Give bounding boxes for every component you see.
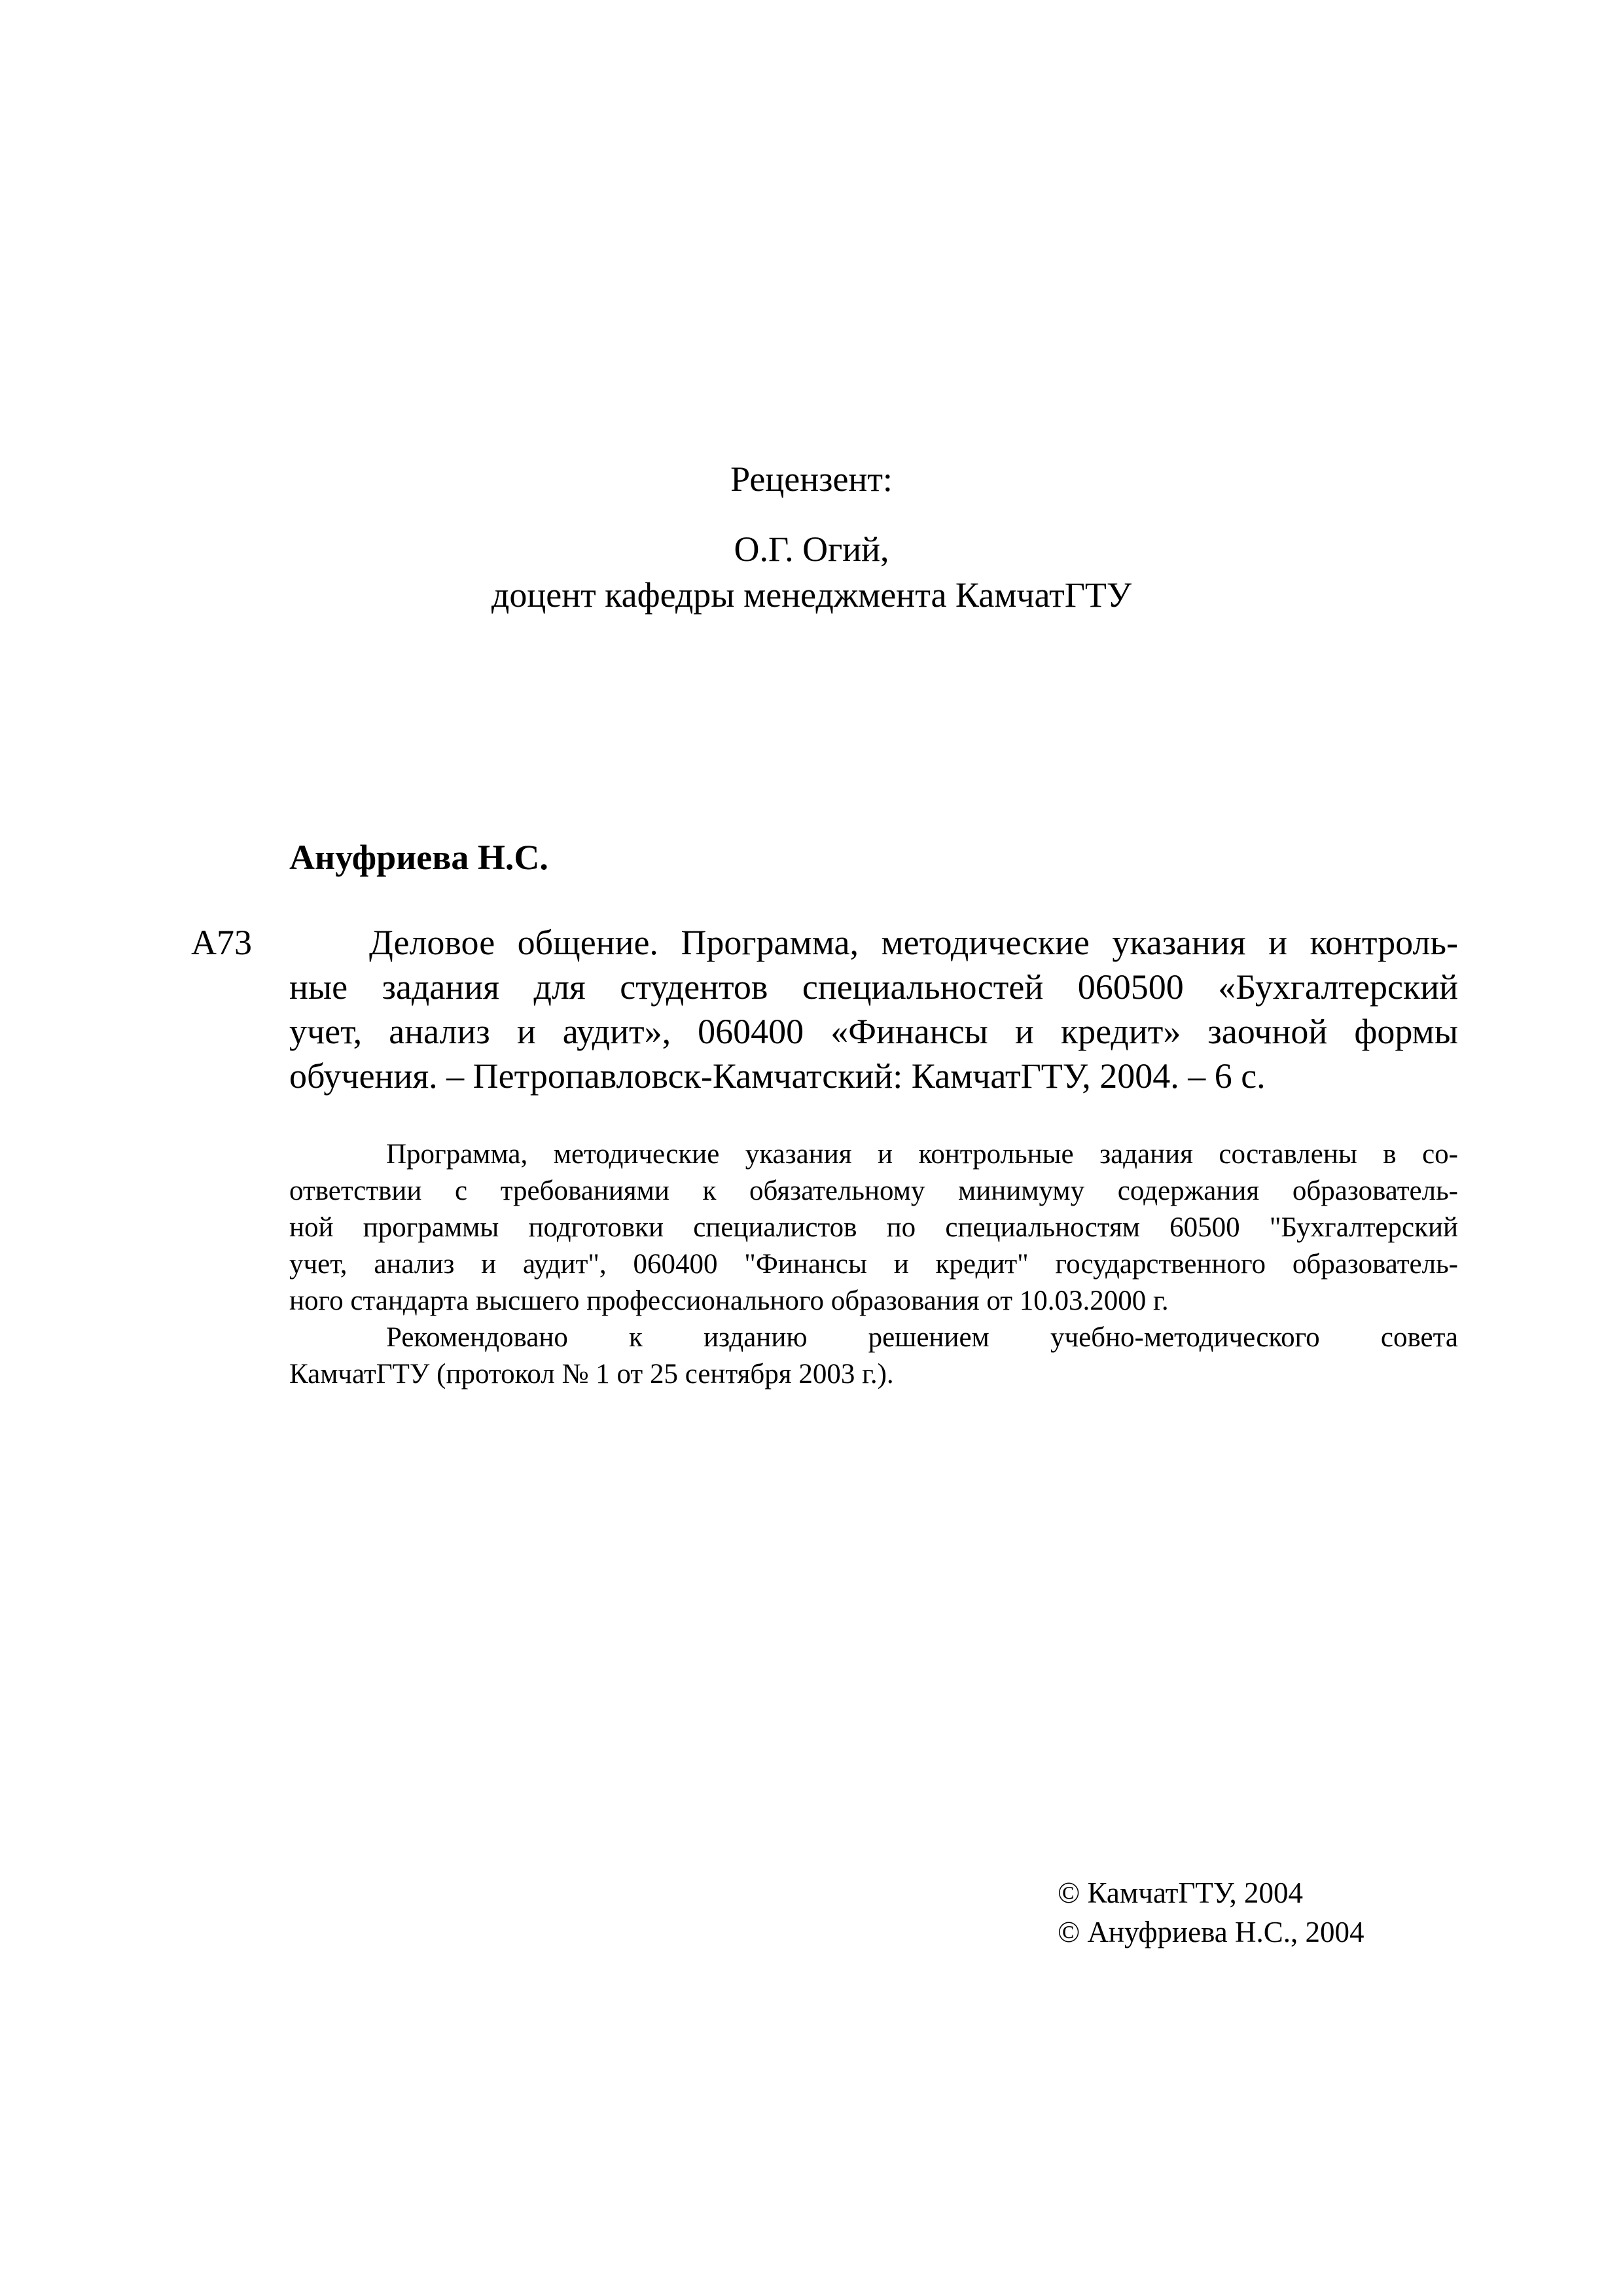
reviewer-position: доцент кафедры менеджмента КамчатГТУ xyxy=(491,575,1132,615)
catalog-code: А73 xyxy=(191,923,252,962)
annotation-line: Программа, методические указания и контрольные задания составлены в со- xyxy=(386,1139,1458,1170)
bibliography-line: учет, анализ и аудит», 060400 «Финансы и кредит» заочной формы xyxy=(289,1012,1458,1051)
bibliography-line: ные задания для студентов специальностей 060500 «Бухгалтерский xyxy=(289,967,1458,1007)
bibliography-line: обучения. – Петропавловск-Камчатский: КамчатГТУ, 2004. – 6 с. xyxy=(289,1056,1266,1096)
annotation-line: учет, анализ и аудит", 060400 "Финансы и кредит" государственного образователь- xyxy=(289,1249,1458,1280)
annotation-line: ной программы подготовки специалистов по специальностям 60500 "Бухгалтерский xyxy=(289,1212,1458,1243)
reviewer-heading: Рецензент: xyxy=(730,459,893,499)
annotation-line: ного стандарта высшего профессионального образования от 10.03.2000 г. xyxy=(289,1285,1169,1316)
copyright-line: © Ануфриева Н.С., 2004 xyxy=(1058,1916,1364,1948)
annotation-line: ответствии с требованиями к обязательному минимуму содержания образователь- xyxy=(289,1175,1458,1206)
reviewer-name: О.Г. Огий, xyxy=(734,529,889,569)
author-heading: Ануфриева Н.С. xyxy=(289,838,548,877)
bibliography-line: Деловое общение. Программа, методические указания и контроль- xyxy=(369,923,1458,962)
copyright-line: © КамчатГТУ, 2004 xyxy=(1058,1876,1303,1909)
recommendation-line: КамчатГТУ (протокол № 1 от 25 сентября 2003 г.). xyxy=(289,1359,894,1390)
recommendation-line: Рекомендовано к изданию решением учебно-методического совета xyxy=(386,1322,1458,1353)
